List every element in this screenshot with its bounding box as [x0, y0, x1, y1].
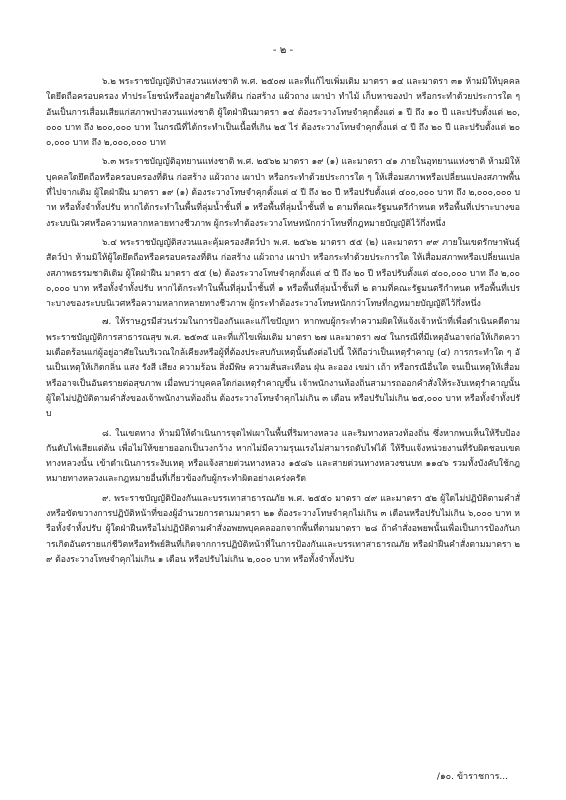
paragraph-8: ๘. ในเขตทาง ห้ามมิให้ดำเนินการจุดไฟเผาในพื้นที่ริมทางหลวง และริมทางหลวงท้องถิ่น ซึ่งหากพบเห็นให้รีบป้องกันดับไฟเสียแต่ต้น เพื่อไม่ให้ขยายออกเป็นวงกว้าง หากไม่มีความรุนแรงไม่สามารถดับไฟได้ ให้รีบแจ้งหน่วยงานที่รับผิดชอบเขตทางหลวงนั้น เข้าดำเนินการระงับเหตุ หรือแจ้งสายด่วนทางหลวง ๑๕๘๖ และสายด่วนทางหลวงชนบท ๑๑๔๖ รวมทั้งบังคับใช้กฎหมายทางหลวงและกฎหมายอื่นที่เกี่ยวข้องกับผู้กระทำผิดอย่างเคร่งครัด [46, 428, 520, 485]
paragraph-6-4: ๖.๔ พระราชบัญญัติสงวนและคุ้มครองสัตว์ป่า พ.ศ. ๒๕๖๒ มาตรา ๕๕ (๒) และมาตรา ๙๙ ภายในเขตรักษาพันธุ์สัตว์ป่า ห้ามมิให้ผู้ใดยึดถือหรือครอบครองที่ดิน ก่อสร้าง แผ้วถาง เผาป่า หรือกระทำด้วยประการใด ให้เสื่อมสภาพหรือเปลี่ยนแปลงสภาพธรรมชาติเดิม ผู้ใดฝ่าฝืน มาตรา ๕๕ (๒) ต้องระวางโทษจำคุกตั้งแต่ ๔ ปี ถึง ๒๐ ปี หรือปรับตั้งแต่ ๔๐๐,๐๐๐ บาท ถึง ๒,๐๐๐,๐๐๐ บาท หรือทั้งจำทั้งปรับ หากได้กระทำในพื้นที่ลุ่มน้ำชั้นที่ ๑ หรือพื้นที่ลุ่มน้ำชั้นที่ ๒ ตามที่คณะรัฐมนตรีกำหนด หรือพื้นที่เปราะบางของระบบนิเวศหรือความหลากหลายทางชีวภาพ ผู้กระทำต้องระวางโทษหนักกว่าโทษที่กฎหมายบัญญัติไว้กึ่งหนึ่ง [46, 237, 520, 310]
paragraph-6-2: ๖.๒ พระราชบัญญัติป่าสงวนแห่งชาติ พ.ศ. ๒๕๐๗ และที่แก้ไขเพิ่มเติม มาตรา ๑๔ และมาตรา ๓๑ ห้ามมิให้บุคคลใดยึดถือครอบครอง ทำประโยชน์หรืออยู่อาศัยในที่ดิน ก่อสร้าง แผ้วถาง เผาป่า ทำไม้ เก็บหาของป่า หรือกระทำด้วยประการใด ๆ อันเป็นการเสื่อมเสียแก่สภาพป่าสงวนแห่งชาติ ผู้ใดฝ่าฝืนมาตรา ๑๔ ต้องระวางโทษจำคุกตั้งแต่ ๑ ปี ถึง ๑๐ ปี และปรับตั้งแต่ ๒๐,๐๐๐ บาท ถึง ๒๐๐,๐๐๐ บาท ในกรณีที่ได้กระทำเป็นเนื้อที่เกิน ๒๕ ไร่ ต้องระวางโทษจำคุกตั้งแต่ ๔ ปี ถึง ๒๐ ปี และปรับตั้งแต่ ๒๐๐,๐๐๐ บาท ถึง ๒,๐๐๐,๐๐๐ บาท [46, 77, 520, 149]
paragraph-9: ๙. พระราชบัญญัติป้องกันและบรรเทาสาธารณภัย พ.ศ. ๒๕๕๐ มาตรา ๔๙ และมาตรา ๕๒ ผู้ใดไม่ปฏิบัติตามคำสั่งหรือขัดขวางการปฏิบัติหน้าที่ของผู้อำนวยการตามมาตรา ๒๑ ต้องระวางโทษจำคุกไม่เกิน ๓ เดือนหรือปรับไม่เกิน ๖,๐๐๐ บาท หรือทั้งจำทั้งปรับ ผู้ใดฝ่าฝืนหรือไม่ปฏิบัติตามคำสั่งอพยพบุคคลออกจากพื้นที่ตามมาตรา ๒๘ ถ้าคำสั่งอพยพนั้นเพื่อเป็นการป้องกันการเกิดอันตรายแก่ชีวิตหรือทรัพย์สินที่เกิดจากการปฏิบัติหน้าที่ในการป้องกันและบรรเทาสาธารณภัย หรือฝ่าฝืนคำสั่งตามมาตรา ๒๙ ต้องระวางโทษจำคุกไม่เกิน ๑ เดือน หรือปรับไม่เกิน ๒,๐๐๐ บาท หรือทั้งจำทั้งปรับ [46, 493, 520, 565]
paragraph-7: ๗. ให้ราษฎรมีส่วนร่วมในการป้องกันและแก้ไขปัญหา หากพบผู้กระทำความผิดให้แจ้งเจ้าหน้าที่เพื่อดำเนินคดีตามพระราชบัญญัติการสาธารณสุข พ.ศ. ๒๕๓๕ และที่แก้ไขเพิ่มเติม มาตรา ๒๗ และมาตรา ๗๔ ในกรณีที่มีเหตุอันอาจก่อให้เกิดความเดือดร้อนแก่ผู้อยู่อาศัยในบริเวณใกล้เคียงหรือผู้ที่ต้องประสบกับเหตุนั้นดังต่อไปนี้ ให้ถือว่าเป็นเหตุรำคาญ (๔) การกระทำใด ๆ อันเป็นเหตุให้เกิดกลิ่น แสง รังสี เสียง ความร้อน สิ่งมีพิษ ความสั่นสะเทือน ฝุ่น ละออง เขม่า เถ้า หรือกรณีอื่นใด จนเป็นเหตุให้เสื่อมหรืออาจเป็นอันตรายต่อสุขภาพ เมื่อพบว่าบุคคลใดก่อเหตุรำคาญขึ้น เจ้าพนักงานท้องถิ่นสามารถออกคำสั่งให้ระงับเหตุรำคาญนั้น ผู้ใดไม่ปฏิบัติตามคำสั่งของเจ้าพนักงานท้องถิ่น ต้องระวางโทษจำคุกไม่เกิน ๓ เดือน หรือปรับไม่เกิน ๒๕,๐๐๐ บาท หรือทั้งจำทั้งปรับ [46, 317, 521, 420]
continuation-note: /๑๐. ข้าราชการ... [436, 772, 508, 782]
paragraph-6-3: ๖.๓ พระราชบัญญัติอุทยานแห่งชาติ พ.ศ. ๒๕๖๒ มาตรา ๑๙ (๑) และมาตรา ๔๑ ภายในอุทยานแห่งชาติ ห้ามมิให้บุคคลใดยึดถือหรือครอบครองที่ดิน ก่อสร้าง แผ้วถาง เผาป่า หรือกระทำด้วยประการใด ๆ ให้เสื่อมสภาพหรือเปลี่ยนแปลงสภาพพื้นที่ไปจากเดิม ผู้ใดฝ่าฝืน มาตรา ๑๙ (๑) ต้องระวางโทษจำคุกตั้งแต่ ๔ ปี ถึง ๒๐ ปี หรือปรับตั้งแต่ ๔๐๐,๐๐๐ บาท ถึง ๒,๐๐๐,๐๐๐ บาท หรือทั้งจำทั้งปรับ หากได้กระทำในพื้นที่ลุ่มน้ำชั้นที่ ๑ หรือพื้นที่ลุ่มน้ำชั้นที่ ๒ ตามที่คณะรัฐมนตรีกำหนด หรือพื้นที่เปราะบางของระบบนิเวศหรือความหลากหลายทางชีวภาพ ผู้กระทำต้องระวางโทษหนักกว่าโทษที่กฎหมายบัญญัติไว้กึ่งหนึ่ง [46, 157, 520, 229]
page-number: - ๒ - [272, 45, 294, 56]
